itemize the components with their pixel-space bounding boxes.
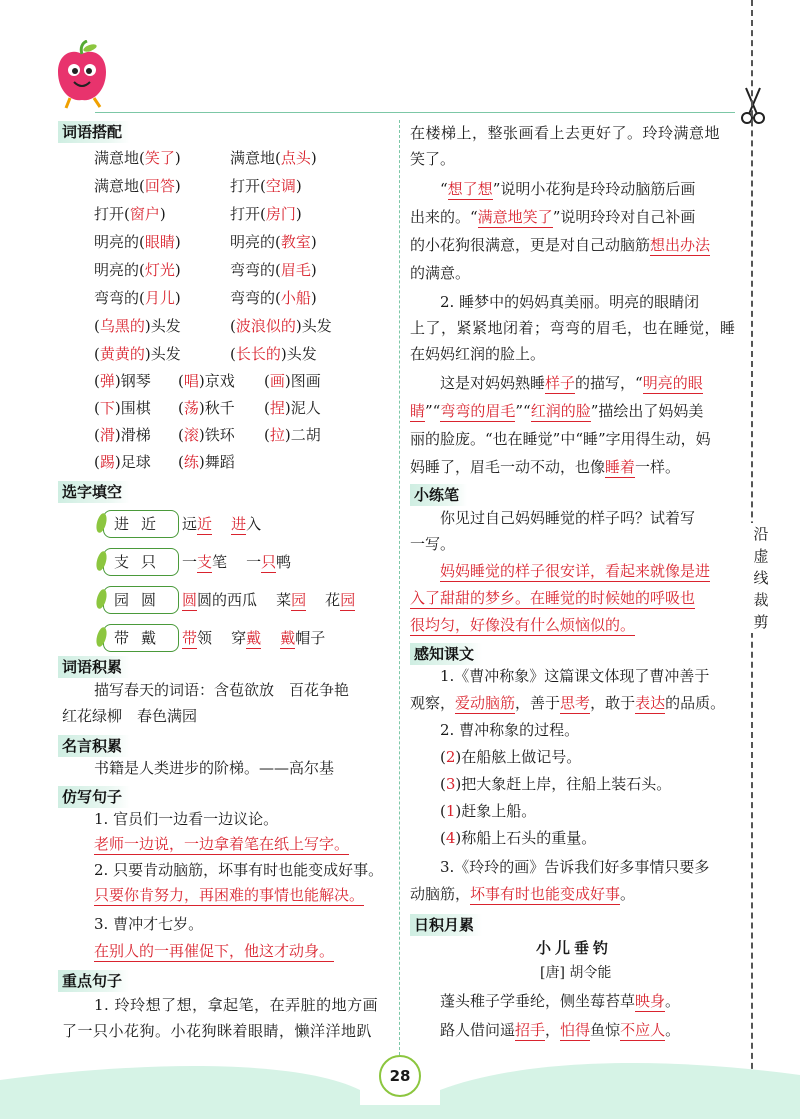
char-choice-box: 支只 bbox=[103, 548, 179, 576]
paragraph-line: 睛”“弯弯的眉毛”“红润的脸”描绘出了妈妈美 bbox=[410, 402, 704, 420]
answer-line: 妈妈睡觉的样子很安详，看起来就像是进 bbox=[440, 562, 711, 580]
paragraph-line: 1.《曹冲称象》这篇课文体现了曹冲善于 bbox=[440, 667, 710, 685]
verb-item: (荡)秋千 bbox=[178, 399, 235, 417]
example-sentence: 1. 官员们一边看一边议论。 bbox=[94, 810, 279, 828]
fill-answer: 圆圆的西瓜 菜园 花园 bbox=[182, 591, 356, 609]
collocation-row: (乌黑的)头发 bbox=[94, 317, 181, 335]
collocation-row: (黄黄的)头发 bbox=[94, 345, 181, 363]
collocation-row: 明亮的(眼睛) bbox=[94, 233, 181, 251]
order-step: (3)把大象赶上岸，往船上装石头。 bbox=[440, 775, 672, 793]
answer-sentence: 老师一边说，一边拿着笔在纸上写字。 bbox=[94, 835, 350, 853]
paragraph-line: 的小花狗很满意，更是对自己动脑筋想出办法 bbox=[410, 236, 711, 254]
collocation-row: 弯弯的(眉毛) bbox=[230, 261, 317, 279]
paragraph-line: 3.《玲玲的画》告诉我们好多事情只要多 bbox=[440, 858, 710, 876]
answer-sentence: 只要你肯努力，再困难的事情也能解决。 bbox=[94, 886, 365, 904]
collocation-row: 满意地(回答) bbox=[94, 177, 181, 195]
poem-line: 蓬头稚子学垂纶，侧坐莓苔草映身。 bbox=[440, 992, 681, 1010]
fill-answer: 带领 穿戴 戴帽子 bbox=[182, 629, 326, 647]
paragraph-line: 在妈妈红润的脸上。 bbox=[410, 345, 546, 363]
poem-line: 路人借问遥招手，怕得鱼惊不应人。 bbox=[440, 1021, 681, 1039]
section-title: 名言积累 bbox=[58, 735, 130, 757]
paragraph-line: 红花绿柳 春色满园 bbox=[62, 707, 198, 725]
collocation-row: (波浪似的)头发 bbox=[230, 317, 332, 335]
paragraph-line: 观察，爱动脑筋，善于思考，敢于表达的品质。 bbox=[410, 694, 726, 712]
paragraph-line: 出来的。“满意地笑了”说明玲玲对自己补画 bbox=[410, 208, 696, 226]
verb-item: (练)舞蹈 bbox=[178, 453, 235, 471]
paragraph-line: 动脑筋，坏事有时也能变成好事。 bbox=[410, 885, 636, 903]
verb-item: (画)图画 bbox=[264, 372, 321, 390]
collocation-row: 打开(空调) bbox=[230, 177, 302, 195]
paragraph-line: 了一只小花狗。小花狗眯着眼睛，懒洋洋地趴 bbox=[62, 1022, 373, 1040]
char-choice-box: 带戴 bbox=[103, 624, 179, 652]
collocation-row: 弯弯的(小船) bbox=[230, 289, 317, 307]
example-sentence: 2. 只要肯动脑筋，坏事有时也能变成好事。 bbox=[94, 861, 384, 879]
collocation-row: 满意地(点头) bbox=[230, 149, 317, 167]
order-step: (1)赶象上船。 bbox=[440, 802, 537, 820]
section-title: 感知课文 bbox=[410, 643, 482, 665]
fill-answer: 远近 进入 bbox=[182, 515, 262, 533]
collocation-row: 打开(房门) bbox=[230, 205, 302, 223]
poem-title: 小儿垂钓 bbox=[536, 939, 613, 957]
section-title: 重点句子 bbox=[58, 970, 130, 992]
paragraph-line: 在楼梯上，整张画看上去更好了。玲玲满意地 bbox=[410, 124, 721, 142]
section-title: 小练笔 bbox=[410, 484, 467, 506]
verb-item: (踢)足球 bbox=[94, 453, 151, 471]
section-title: 日积月累 bbox=[410, 914, 482, 936]
paragraph-line: 你见过自己妈妈睡觉的样子吗？试着写 bbox=[440, 509, 696, 527]
apple-mascot-icon bbox=[52, 40, 112, 110]
paragraph-line: 妈睡了，眉毛一动不动，也像睡着一样。 bbox=[410, 458, 681, 476]
paragraph-line: 一写。 bbox=[410, 535, 456, 553]
scissors-icon bbox=[738, 86, 768, 126]
answer-line: 入了甜甜的梦乡。在睡觉的时候她的呼吸也 bbox=[410, 589, 696, 607]
collocation-row: 明亮的(教室) bbox=[230, 233, 317, 251]
char-choice-box: 进近 bbox=[103, 510, 179, 538]
header-top-rule bbox=[95, 112, 735, 113]
section-title: 词语积累 bbox=[58, 656, 130, 678]
order-step: (4)称船上石头的重量。 bbox=[440, 829, 597, 847]
collocation-row: (长长的)头发 bbox=[230, 345, 317, 363]
order-step: (2)在船舷上做记号。 bbox=[440, 748, 582, 766]
paragraph-line: 的满意。 bbox=[410, 264, 471, 282]
poem-author: [唐] 胡令能 bbox=[540, 965, 612, 981]
verb-item: (下)围棋 bbox=[94, 399, 151, 417]
paragraph-line: 丽的脸庞。“也在睡觉”中“睡”字用得生动，妈 bbox=[410, 430, 711, 448]
collocation-row: 打开(窗户) bbox=[94, 205, 166, 223]
verb-item: (弹)钢琴 bbox=[94, 372, 151, 390]
quote-line: 书籍是人类进步的阶梯。——高尔基 bbox=[94, 759, 335, 777]
column-divider bbox=[399, 120, 400, 1055]
collocation-row: 满意地(笑了) bbox=[94, 149, 181, 167]
example-sentence: 3. 曹冲才七岁。 bbox=[94, 915, 204, 933]
collocation-row: 明亮的(灯光) bbox=[94, 261, 181, 279]
fill-answer: 一支笔 一只鸭 bbox=[182, 553, 292, 571]
answer-line: 很均匀，好像没有什么烦恼似的。 bbox=[410, 616, 636, 634]
paragraph-line: 1. 玲玲想了想，拿起笔，在弄脏的地方画 bbox=[94, 996, 379, 1014]
section-title: 仿写句子 bbox=[58, 786, 130, 808]
paragraph-line: 描写春天的词语：含苞欲放 百花争艳 bbox=[94, 681, 350, 699]
paragraph-line: 这是对妈妈熟睡样子的描写，“明亮的眼 bbox=[440, 374, 703, 392]
cut-line-label: 沿 虚 线 裁 剪 bbox=[748, 523, 774, 633]
char-choice-box: 园圆 bbox=[103, 586, 179, 614]
section-title: 选字填空 bbox=[58, 481, 130, 503]
verb-item: (拉)二胡 bbox=[264, 426, 321, 444]
page-number: 28 bbox=[389, 1067, 411, 1085]
verb-item: (捏)泥人 bbox=[264, 399, 321, 417]
paragraph-line: 2. 睡梦中的妈妈真美丽。明亮的眼睛闭 bbox=[440, 293, 700, 311]
paragraph-line: 笑了。 bbox=[410, 150, 456, 168]
answer-sentence: 在别人的一再催促下，他这才动身。 bbox=[94, 942, 335, 960]
verb-item: (滑)滑梯 bbox=[94, 426, 151, 444]
section-title: 词语搭配 bbox=[58, 121, 130, 143]
paragraph-line: “想了想”说明小花狗是玲玲动脑筋后画 bbox=[440, 180, 696, 198]
verb-item: (滚)铁环 bbox=[178, 426, 235, 444]
paragraph-line: 上了，紧紧地闭着；弯弯的眉毛，也在睡觉，睡 bbox=[410, 319, 736, 337]
verb-item: (唱)京戏 bbox=[178, 372, 235, 390]
collocation-row: 弯弯的(月儿) bbox=[94, 289, 181, 307]
paragraph-line: 2. 曹冲称象的过程。 bbox=[440, 721, 580, 739]
